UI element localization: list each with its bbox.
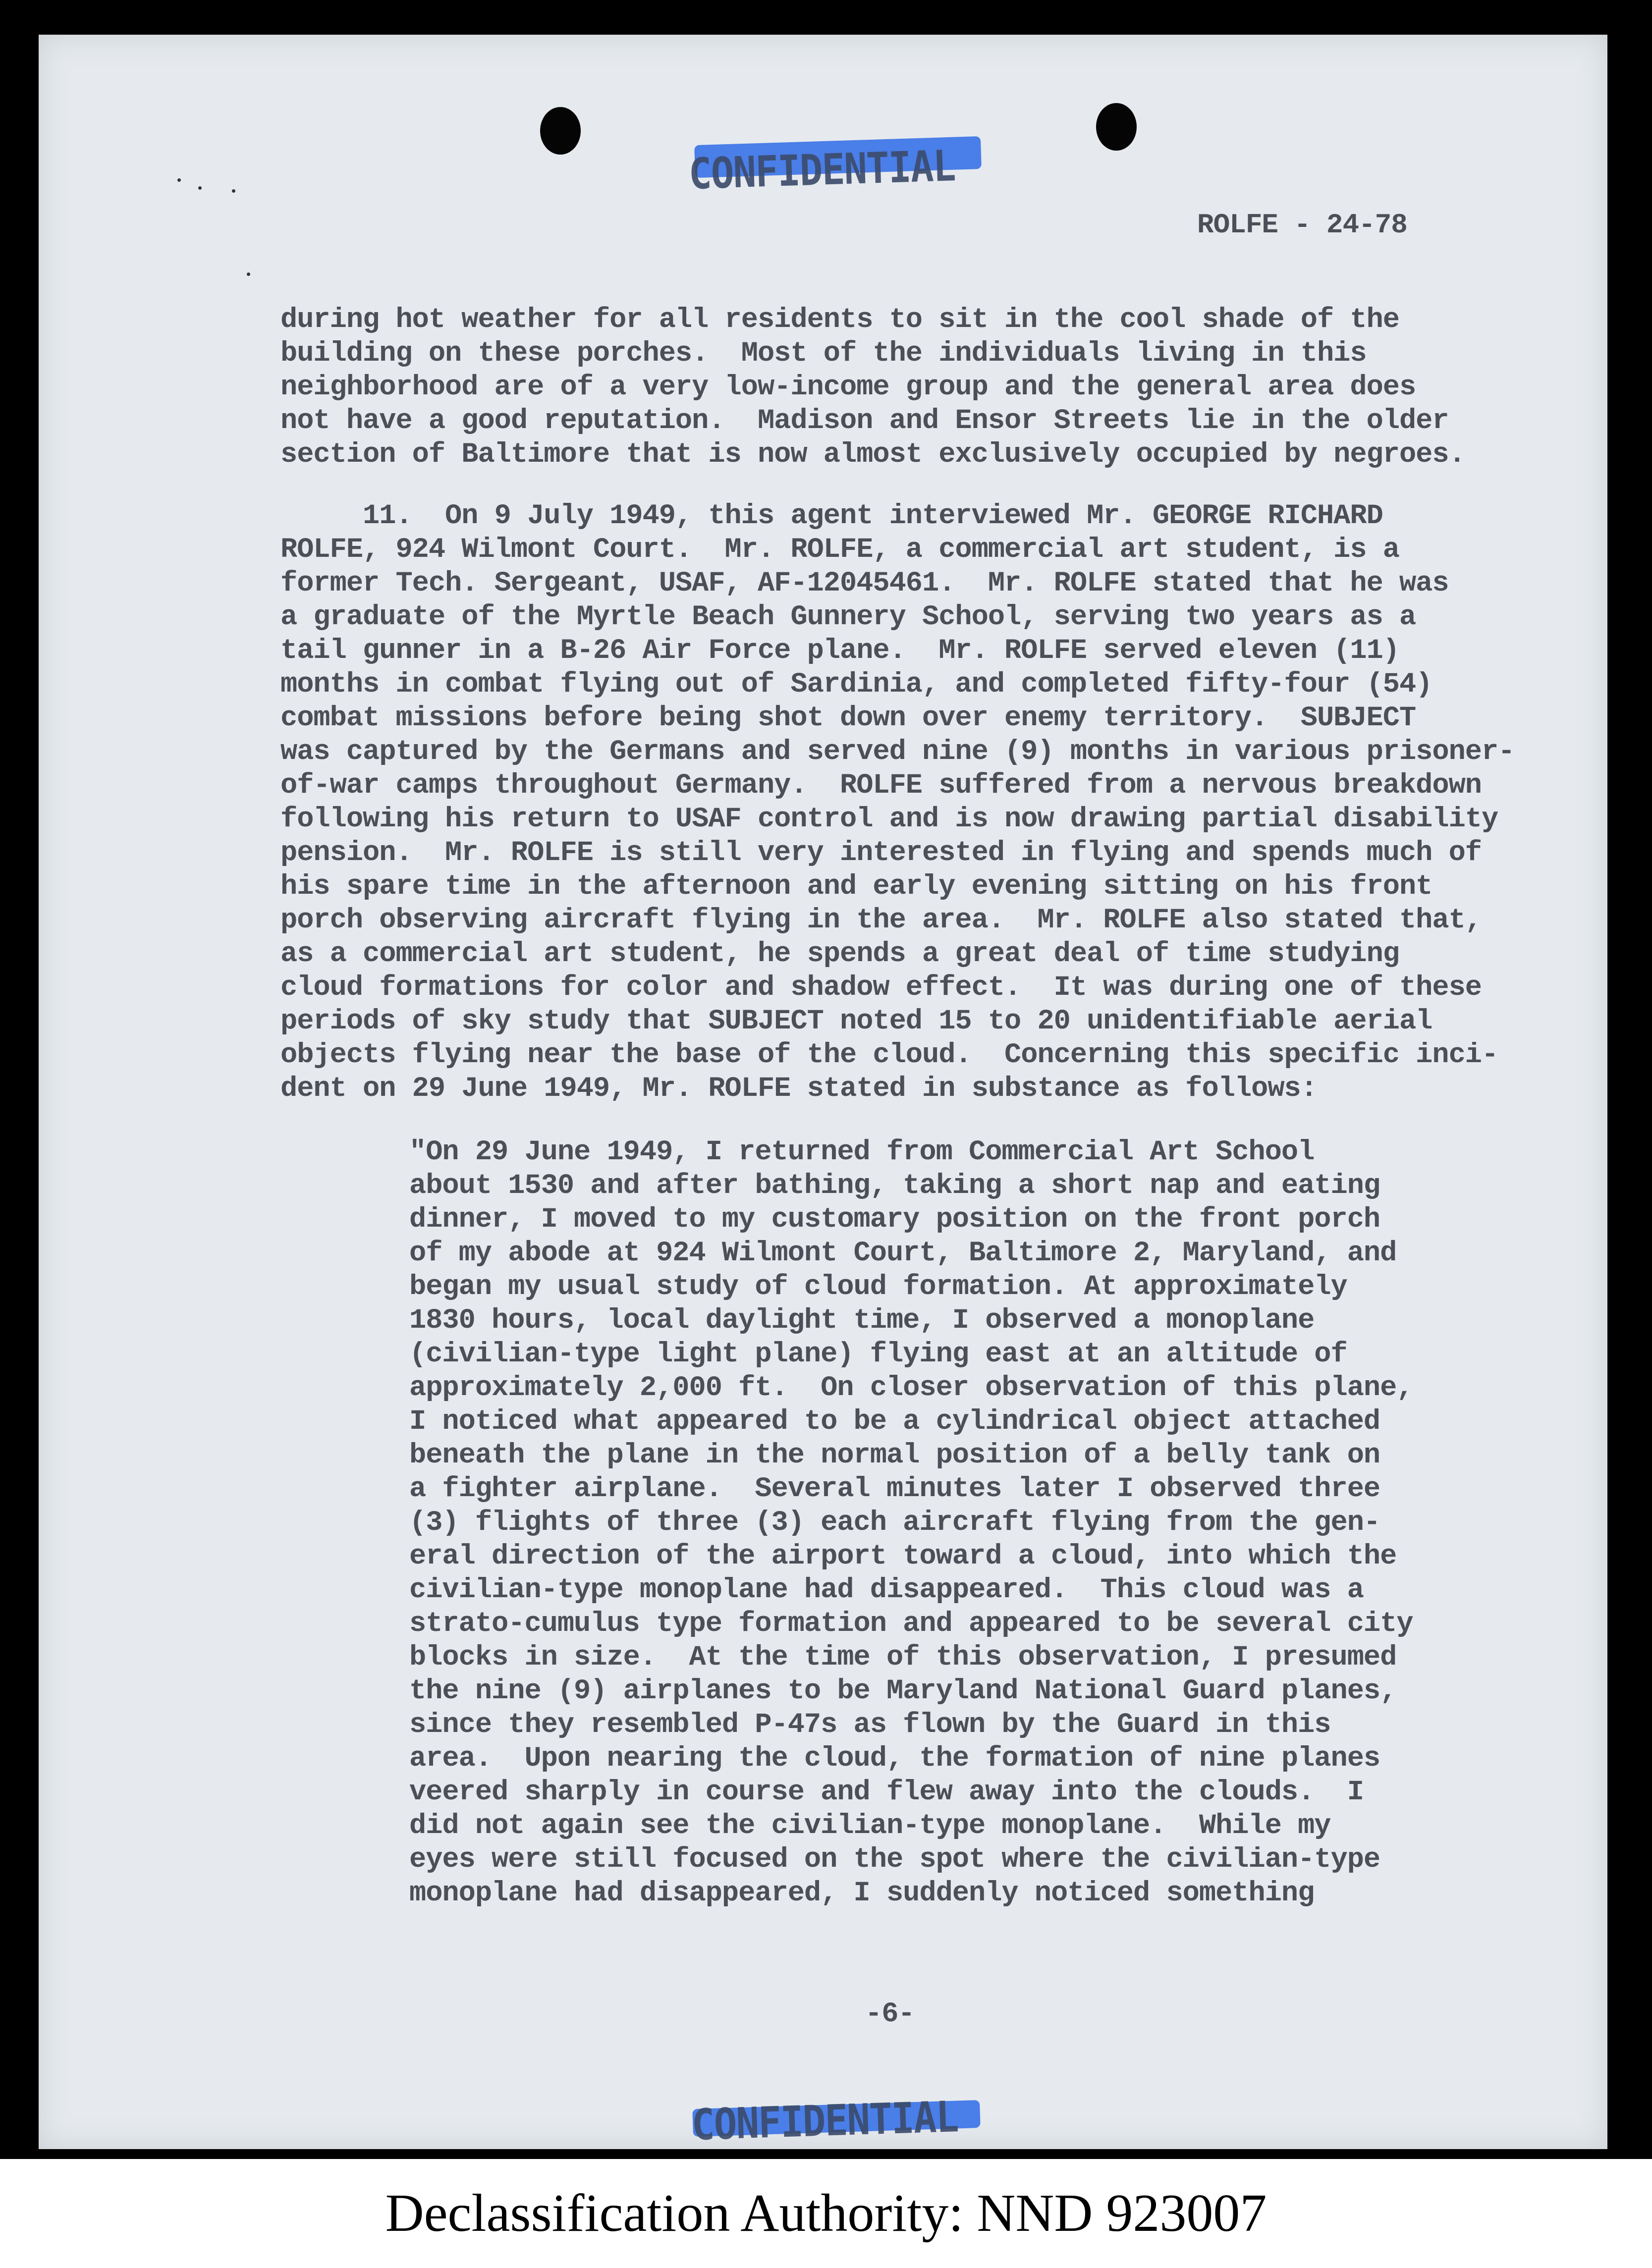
declassification-caption: Declassification Authority: NND 923007 xyxy=(0,2159,1652,2268)
page-number: -6- xyxy=(865,1998,915,2030)
punch-hole-left xyxy=(540,107,581,155)
confidential-stamp-top: CONFIDENTIAL xyxy=(688,141,956,199)
confidential-stamp-bottom: CONFIDENTIAL xyxy=(691,2092,959,2150)
document-reference: ROLFE - 24-78 xyxy=(1197,209,1407,241)
margin-specks xyxy=(172,168,272,297)
quoted-statement: "On 29 June 1949, I returned from Commercial Art School about 1530 and after bathing, taking a short nap and eating dinner, I moved to my customary position on the front porch of my abode at 924 Wilmont Court, Baltimore 2, Maryland, and began my usual study of cloud formation. At approximately 1830 hours, local daylight time, I observed a monoplane (civilian-type light plane) flying east at an altitude of approximately 2,000 ft. On closer observation of this plane, I noticed what appeared to be a cylindrical object attached beneath the plane in the normal position of a belly tank on a fighter airplane. Several minutes later I observed three (3) flights of three (3) each aircraft flying from the gen- eral direction of the airport toward a cloud, into which the civilian-type monoplane had disappeared. This cloud was a strato-cumulus type formation and appeared to be several city blocks in size. At the time of this observation, I presumed the nine (9) airplanes to be Maryland National Guard planes, since they resembled P-47s as flown by the Guard in this area. Upon nearing the cloud, the formation of nine planes veered sharply in course and flew away into the clouds. I did not again see the civilian-type monoplane. While my eyes were still focused on the spot where the civilian-type monoplane had disappeared, I suddenly noticed something xyxy=(409,1136,1413,1909)
body-paragraph-1: during hot weather for all residents to sit in the cool shade of the building on these porches. Most of the individuals living in this neighborhood are of a very low-income group and the general area does not have a good reputation. Madison and Ensor Streets lie in the older section of Baltimore that is now almost exclusively occupied by negroes. xyxy=(280,304,1465,471)
punch-hole-right xyxy=(1096,103,1137,151)
document-page xyxy=(39,35,1607,2149)
body-paragraph-2: 11. On 9 July 1949, this agent interviewed Mr. GEORGE RICHARD ROLFE, 924 Wilmont Court. Mr. ROLFE, a commercial art student, is a former Tech. Sergeant, USAF, AF-12045461. Mr. ROLFE stated that he was a graduate of the Myrtle Beach Gunnery School, serving two years as a tail gunner in a B-26 Air Force plane. Mr. ROLFE served eleven (11) months in combat flying out of Sardinia, and completed fifty-four (54) combat missions before being shot down over enemy territory. SUBJECT was captured by the Germans and served nine (9) months in various prisoner- of-war camps throughout Germany. ROLFE suffered from a nervous breakdown following his return to USAF control and is now drawing partial disability pension. Mr. ROLFE is still very interested in flying and spends much of his spare time in the afternoon and early evening sitting on his front porch observing aircraft flying in the area. Mr. ROLFE also stated that, as a commercial art student, he spends a great deal of time studying cloud formations for color and shadow effect. It was during one of these periods of sky study that SUBJECT noted 15 to 20 unidentifiable aerial objects flying near the base of the cloud. Concerning this specific inci- dent on 29 June 1949, Mr. ROLFE stated in substance as follows: xyxy=(280,500,1515,1105)
